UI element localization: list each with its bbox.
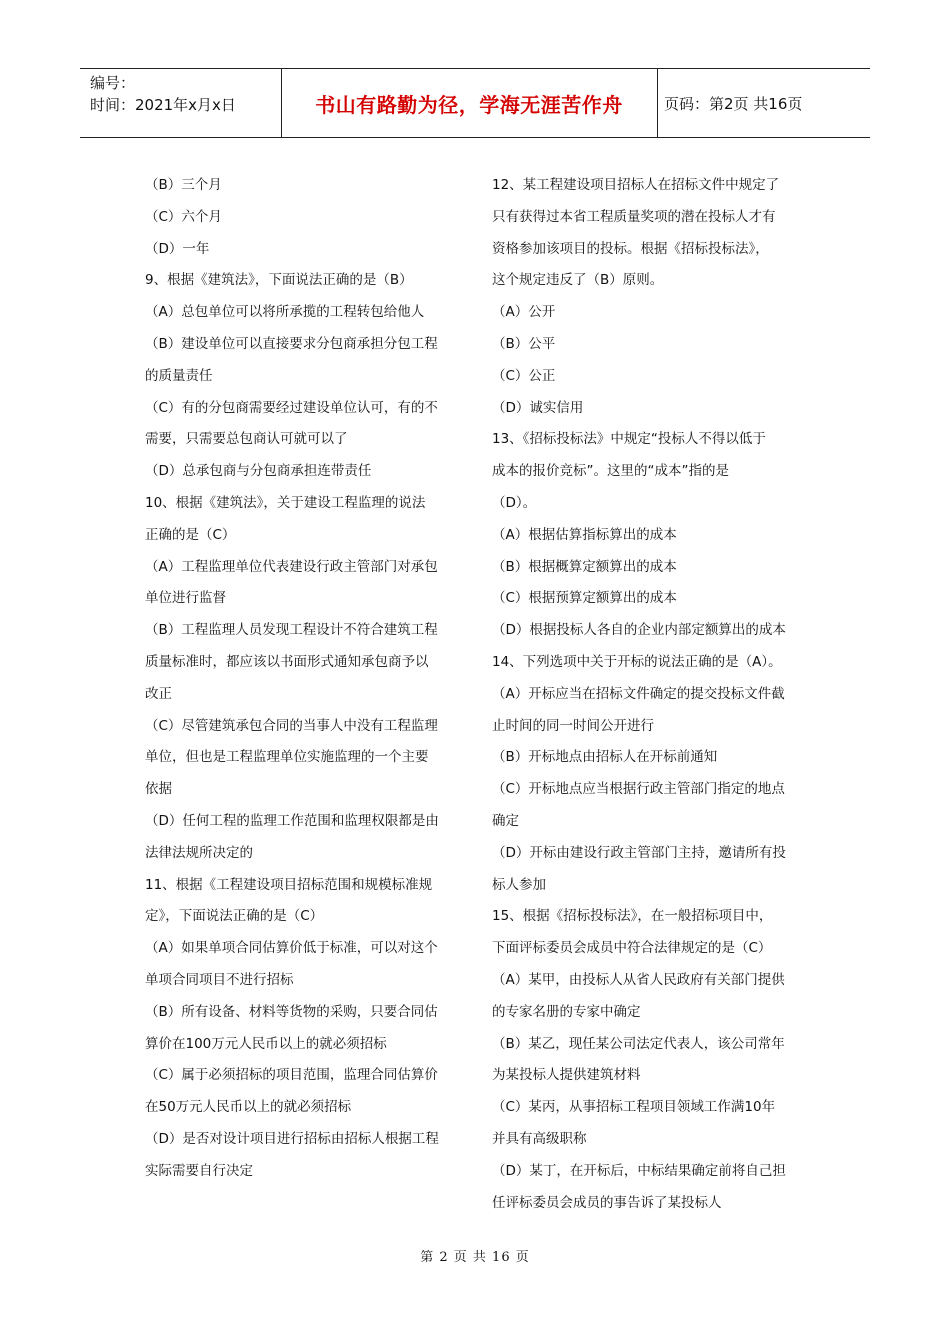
text-line: （A）公开 [492,304,556,321]
text-line: 法律法规所决定的 [145,844,253,861]
text-line: （D）是否对设计项目进行招标由招标人根据工程 [145,1130,439,1147]
text-line: （A）开标应当在招标文件确定的提交投标文件截 [492,685,785,702]
text-line: （B）三个月 [145,177,222,193]
header-divider [657,69,658,137]
text-line: 实际需要自行决定 [145,1162,253,1179]
text-line: 的质量责任 [145,367,213,384]
text-line: （A）某甲，由投标人从省人民政府有关部门提供 [492,971,785,988]
left-column [145,170,467,1188]
text-line: 定》，下面说法正确的是（C） [145,908,324,925]
text-line: 并具有高级职称 [492,1130,587,1147]
text-line: （B）所有设备、材料等货物的采购，只要合同估 [145,1003,438,1020]
text-line: 单项合同项目不进行招标 [145,971,294,988]
document-number-label: 编号： [90,74,136,92]
text-line: 的专家名册的专家中确定 [492,1003,641,1020]
text-line: （D）某丁，在开标后，中标结果确定前将自己担 [492,1162,786,1179]
text-line: 单位进行监督 [145,590,226,607]
text-line: （D）根据投标人各自的企业内部定额算出的成本 [492,622,786,639]
text-line: （B）公平 [492,335,556,352]
text-line: （D）诚实信用 [492,399,584,416]
text-line: 正确的是（C） [145,526,236,543]
text-line: （D）开标由建设行政主管部门主持，邀请所有投 [492,844,786,861]
header-page-info: 页码：第2页 共16页 [664,94,803,113]
text-line: （C）开标地点应当根据行政主管部门指定的地点 [492,781,785,798]
text-line: （C）有的分包商需要经过建设单位认可，有的不 [145,399,438,416]
text-line: （C）六个月 [145,208,222,225]
text-line: （D）总承包商与分包商承担连带责任 [145,463,372,480]
text-line: （B）工程监理人员发现工程设计不符合建筑工程 [145,622,438,639]
text-line: （B）根据概算定额算出的成本 [492,558,677,575]
text-line: （D）一年 [145,240,210,257]
text-line: （B）建设单位可以直接要求分包商承担分包工程 [145,335,438,352]
question-12: 12、某工程建设项目招标人在招标文件中规定了 [492,177,780,193]
text-line: 依据 [145,781,172,798]
question-11: 11、根据《工程建设项目招标范围和规模标准规 [145,876,433,893]
text-line: 确定 [492,812,519,829]
text-line: 标人参加 [492,876,546,893]
text-line: 单位，但也是工程监理单位实施监理的一个主要 [145,749,429,766]
right-column [492,170,814,1219]
text-line: 改正 [145,685,172,702]
text-line: 在50万元人民币以上的就必须招标 [145,1099,352,1116]
text-line: 为某投标人提供建筑材料 [492,1067,641,1084]
text-line: （C）公正 [492,367,556,384]
text-line: 成本的报价竞标”。这里的“成本”指的是 [492,463,729,480]
text-line: （C）属于必须招标的项目范围，监理合同估算价 [145,1067,438,1084]
text-line: （A）工程监理单位代表建设行政主管部门对承包 [145,558,438,575]
page-header [80,68,870,138]
header-motto: 书山有路勤为径，学海无涯苦作舟 [315,92,623,117]
text-line: 只有获得过本省工程质量奖项的潜在投标人才有 [492,208,776,225]
text-line: （A）根据估算指标算出的成本 [492,526,677,543]
text-line: （A）如果单项合同估算价低于标准，可以对这个 [145,940,438,957]
header-meta [90,72,280,116]
text-line: （C）尽管建筑承包合同的当事人中没有工程监理 [145,717,438,734]
text-line: 质量标准时，都应该以书面形式通知承包商予以 [145,653,429,670]
text-line: （B）开标地点由招标人在开标前通知 [492,749,718,766]
text-line: （B）某乙，现任某公司法定代表人，该公司常年 [492,1035,785,1052]
question-14: 14、下列选项中关于开标的说法正确的是（A）。 [492,653,782,670]
text-line: 需要，只需要总包商认可就可以了 [145,431,348,448]
text-line: 下面评标委员会成员中符合法律规定的是（C） [492,940,772,957]
text-line: （C）某丙，从事招标工程项目领域工作满10年 [492,1099,776,1116]
text-line: 这个规定违反了（B）原则。 [492,272,664,289]
question-10: 10、根据《建筑法》，关于建设工程监理的说法 [145,494,426,511]
question-13: 13、《招标投标法》中规定“投标人不得以低于 [492,431,766,448]
document-date: 时间：2021年x月x日 [90,96,236,114]
question-15: 15、根据《招标投标法》，在一般招标项目中， [492,908,773,925]
page-footer: 第 2 页 共 16 页 [420,1250,530,1265]
text-line: （C）根据预算定额算出的成本 [492,590,677,607]
text-line: （A）总包单位可以将所承揽的工程转包给他人 [145,304,425,321]
question-9: 9、根据《建筑法》，下面说法正确的是（B） [145,272,413,289]
text-line: （D）任何工程的监理工作范围和监理权限都是由 [145,812,439,829]
text-line: （D）。 [492,494,537,511]
text-line: 资格参加该项目的投标。根据《招标投标法》， [492,240,769,257]
text-line: 止时间的同一时间公开进行 [492,717,654,734]
text-line: 任评标委员会成员的事告诉了某投标人 [492,1194,722,1211]
text-line: 算价在100万元人民币以上的就必须招标 [145,1035,387,1052]
